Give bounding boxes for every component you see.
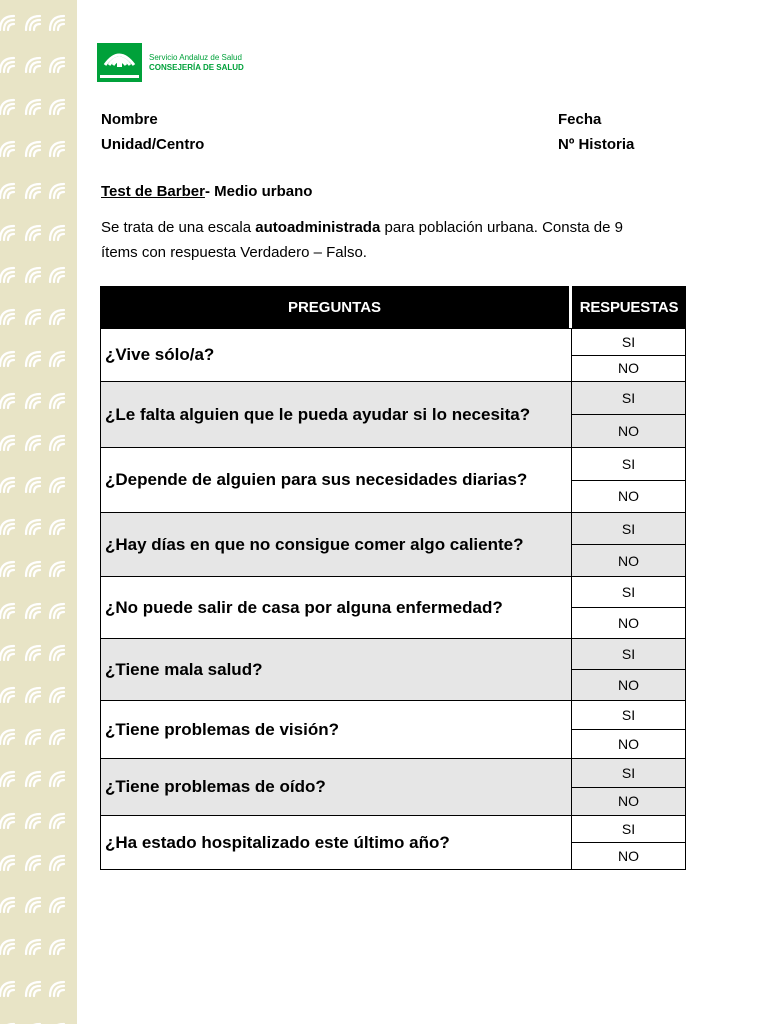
table-header [100, 286, 686, 328]
answer-si[interactable]: SI [572, 513, 685, 544]
header-respuestas: RESPUESTAS [572, 286, 686, 328]
question-text: ¿Depende de alguien para sus necesidades diarias? [101, 448, 572, 512]
question-text: ¿Ha estado hospitalizado este último año? [101, 816, 572, 869]
answer-si[interactable]: SI [572, 382, 685, 414]
logo-org-line1: Servicio Andaluz de Salud [149, 52, 242, 62]
decorative-side-band [0, 0, 77, 1024]
question-text: ¿Vive sólo/a? [101, 329, 572, 381]
intro-paragraph [101, 215, 661, 265]
answer-cells [572, 577, 685, 638]
question-text: ¿Le falta alguien que le pueda ayudar si lo necesita? [101, 382, 572, 447]
logo-org-line2: CONSEJERÍA DE SALUD [149, 62, 244, 72]
question-text: ¿No puede salir de casa por alguna enfermedad? [101, 577, 572, 638]
field-unidad-centro: Unidad/Centro [101, 136, 205, 153]
answer-si[interactable]: SI [572, 639, 685, 669]
answer-si[interactable]: SI [621, 333, 636, 350]
table-row [100, 577, 686, 639]
table-row [100, 328, 686, 382]
answer-no[interactable]: NO [572, 480, 685, 513]
question-text: ¿Tiene mala salud? [101, 639, 572, 700]
junta-andalucia-logo-icon [97, 43, 142, 82]
field-historia: Nº Historia [558, 136, 635, 153]
test-title [101, 183, 312, 200]
header-logo [97, 43, 244, 82]
answer-no[interactable]: NO [572, 842, 685, 869]
wave-pattern-icon [0, 0, 77, 1024]
intro-text-end: para población urbana. Consta de 9 ítems con respuesta Verdadero – Falso. [101, 219, 623, 261]
intro-text-start: Se trata de una escala [101, 219, 256, 236]
answer-no[interactable]: NO [572, 414, 685, 447]
answer-cells [572, 639, 685, 700]
answer-no[interactable]: NO [572, 607, 685, 638]
table-row [100, 816, 686, 870]
answer-si[interactable]: SI [572, 759, 685, 787]
answer-cells [572, 513, 685, 576]
questions-table [100, 286, 686, 864]
test-title-subtitle: - Medio urbano [204, 183, 313, 200]
answer-no[interactable]: NO [572, 544, 685, 576]
answer-si[interactable]: SI [621, 707, 636, 723]
field-nombre: Nombre [101, 111, 158, 128]
answer-si[interactable]: SI [621, 821, 636, 837]
table-row [100, 759, 686, 816]
answer-cells [572, 448, 685, 512]
answer-si[interactable]: SI [621, 584, 636, 600]
question-text: ¿Hay días en que no consigue comer algo caliente? [101, 513, 572, 576]
answer-cells [572, 759, 685, 815]
answer-no[interactable]: NO [572, 729, 685, 758]
answer-cells [572, 701, 685, 758]
answer-no[interactable]: NO [572, 669, 685, 700]
answer-si[interactable]: SI [621, 455, 636, 472]
table-row [100, 513, 686, 577]
answer-cells [572, 382, 685, 447]
field-fecha: Fecha [558, 111, 602, 128]
table-row [100, 448, 686, 513]
logo-text [149, 53, 244, 73]
table-row [100, 639, 686, 701]
test-title-name: Test de Barber [101, 183, 205, 200]
intro-text-bold: autoadministrada [255, 219, 381, 236]
answer-cells [572, 329, 685, 381]
table-row [100, 382, 686, 448]
question-text: ¿Tiene problemas de oído? [101, 759, 572, 815]
answer-cells [572, 816, 685, 869]
table-row [100, 701, 686, 759]
answer-no[interactable]: NO [572, 355, 685, 382]
question-text: ¿Tiene problemas de visión? [101, 701, 572, 758]
answer-no[interactable]: NO [572, 787, 685, 816]
header-preguntas: PREGUNTAS [100, 286, 569, 328]
